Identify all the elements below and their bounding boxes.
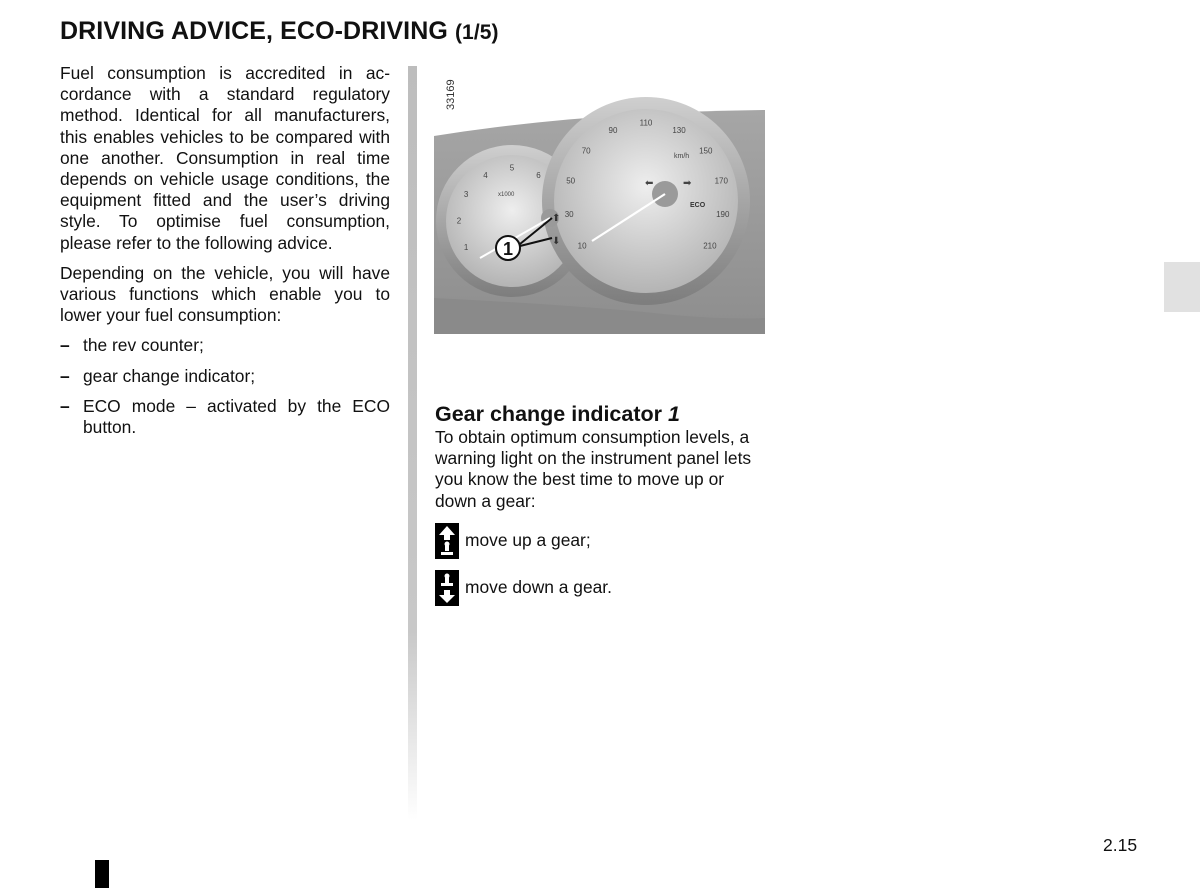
- turn-right-icon: ➡: [683, 178, 692, 189]
- list-item-text: ECO mode – activated by the ECO button.: [83, 395, 390, 438]
- page-title-part: (1/5): [454, 21, 499, 44]
- speed-tick-label: 210: [703, 241, 717, 251]
- intro-paragraph: Fuel consumption is accredited in accordance with a standard regulatory method. Identical for all manufacturers, this enables vehicles to be compared with one another. Consumption in real time depends on vehicle usage conditions, the equipment fitted and the user’s driving style. To optimise fuel consumption, please refer to the following advice.: [60, 63, 390, 253]
- rev-tick-label: 4: [483, 170, 488, 180]
- list-item: [60, 335, 390, 356]
- left-column: [60, 63, 390, 447]
- column-separator: [408, 66, 417, 820]
- speed-tick-label: 30: [564, 210, 574, 220]
- gear-down-icon: [435, 570, 459, 606]
- speedometer-face: [554, 109, 738, 293]
- speed-tick-label: 190: [716, 210, 730, 220]
- indicator-row: [435, 523, 765, 559]
- indicator-text: move up a gear;: [465, 530, 591, 551]
- speed-tick-label: 130: [672, 126, 686, 135]
- speed-tick-label: 70: [581, 146, 591, 156]
- turn-left-icon: ⬅: [645, 178, 654, 189]
- list-dash: –: [60, 395, 70, 416]
- chapter-tab: [1164, 262, 1200, 312]
- section-heading-text: Gear change indicator: [435, 402, 663, 426]
- speed-tick-label: 150: [699, 146, 713, 156]
- speed-tick-label: 90: [608, 126, 618, 135]
- rev-tick-label: 3: [463, 190, 469, 200]
- functions-list: [60, 335, 390, 438]
- indicator-text: move down a gear.: [465, 577, 612, 598]
- list-item-text: gear change indicator;: [83, 365, 256, 386]
- gear-up-warning-icon: ⬆: [552, 213, 561, 224]
- functions-paragraph: Depending on the vehicle, you will have various functions which enable you to lower your fuel consumption:: [60, 262, 390, 326]
- rev-unit-label: x1000: [498, 192, 515, 198]
- list-dash: –: [60, 365, 70, 386]
- instrument-panel-illustration: [434, 66, 765, 334]
- gear-down-warning-icon: ⬇: [552, 236, 561, 247]
- speed-tick-label: 50: [566, 176, 576, 186]
- section-heading: [435, 401, 765, 427]
- rev-tick-label: 1: [463, 243, 469, 253]
- section-body: To obtain optimum consumption levels, a warning light on the instrument panel lets you know the best time to move up or down a gear:: [435, 427, 752, 511]
- speed-tick-label: 110: [639, 118, 653, 128]
- rev-tick-label: 5: [509, 163, 515, 173]
- speed-tick-label: 10: [577, 241, 587, 251]
- crop-mark: [95, 860, 109, 888]
- list-item: [60, 366, 390, 387]
- rev-tick-label: 6: [536, 170, 541, 180]
- indicator-row: [435, 570, 765, 606]
- gear-up-icon: [435, 523, 459, 559]
- instrument-panel-figure: [434, 66, 765, 334]
- section-heading-ref: 1: [668, 402, 680, 426]
- list-item: [60, 396, 390, 438]
- image-reference: 33169: [445, 79, 457, 110]
- list-item-text: the rev counter;: [83, 335, 204, 356]
- page-title: [60, 17, 499, 46]
- speed-unit-label: km/h: [674, 153, 690, 160]
- page-title-main: DRIVING ADVICE, ECO-DRIVING: [60, 17, 448, 45]
- page-number: 2.15: [1103, 835, 1138, 855]
- right-column: [435, 401, 765, 606]
- speed-tick-label: 170: [714, 176, 728, 186]
- list-dash: –: [60, 335, 70, 356]
- eco-indicator-label: ECO: [690, 202, 706, 209]
- rev-tick-label: 2: [456, 216, 462, 226]
- callout-number: 1: [502, 239, 514, 259]
